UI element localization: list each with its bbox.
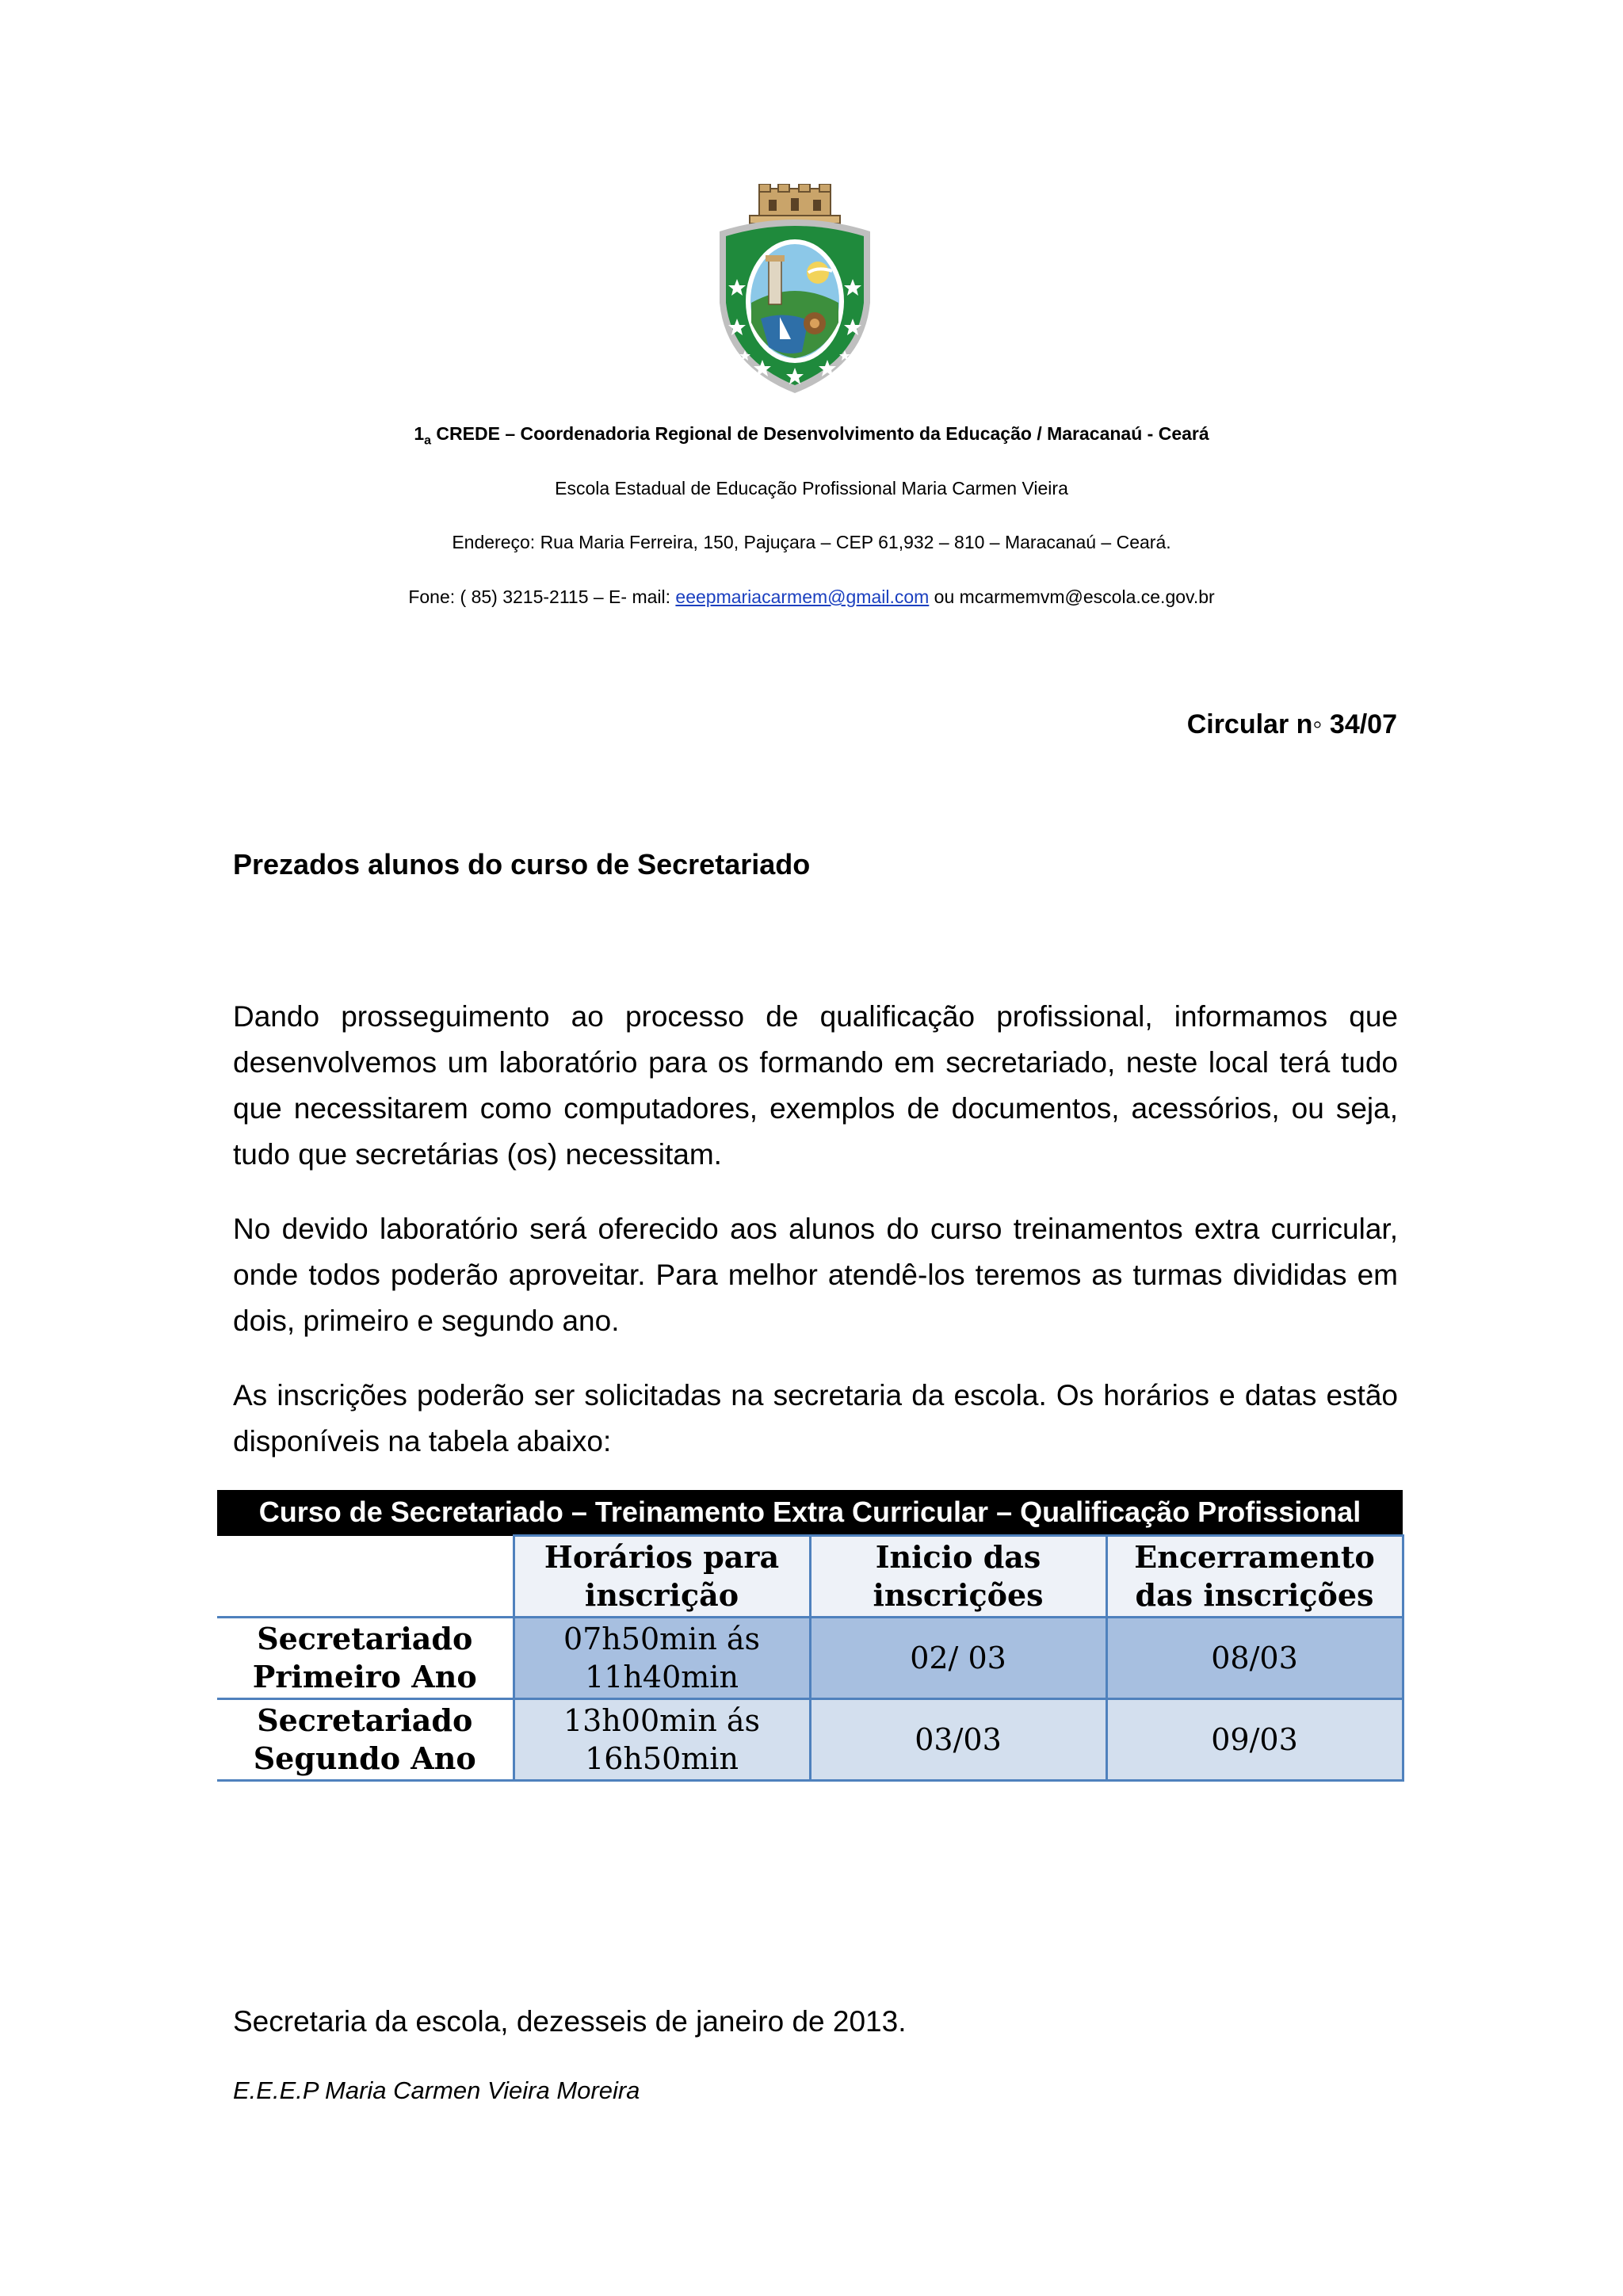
closing-date-line: Secretaria da escola, dezesseis de janeiro de 2013. <box>233 2005 907 2038</box>
circular-number: Circular n◦ 34/07 <box>1186 709 1397 739</box>
email-link[interactable]: eeepmariacarmem@gmail.com <box>675 586 930 607</box>
row-label: Secretariado Primeiro Ano <box>217 1618 514 1699</box>
table-row <box>217 1618 1403 1699</box>
times-cell: 07h50min ás 11h40min <box>514 1618 810 1699</box>
paragraph-3: As inscrições poderão ser solicitadas na secretaria da escola. Os horários e datas estão disponíveis na tabela abaixo: <box>233 1379 1398 1457</box>
header-line-school: Escola Estadual de Educação Profissional Maria Carmen Vieira <box>555 478 1068 499</box>
start-date-cell: 03/03 <box>810 1699 1106 1781</box>
salutation: Prezados alunos do curso de Secretariado <box>233 848 811 881</box>
column-header-end: Encerramento das inscrições <box>1106 1536 1403 1618</box>
header-line-crede: $1_a$ CREDE – Coordenadoria Regional de Desenvolvimento da Educação / Maracanaú - Ceará <box>414 423 1209 448</box>
column-header-start: Inicio das inscrições <box>810 1536 1106 1618</box>
start-date-cell: 02/ 03 <box>810 1618 1106 1699</box>
signature-line: E.E.E.P Maria Carmen Vieira Moreira <box>233 2076 640 2104</box>
table-corner <box>217 1536 514 1618</box>
times-cell: 13h00min ás 16h50min <box>514 1699 810 1781</box>
schedule-table <box>217 1490 1404 1782</box>
header-line-address: Endereço: Rua Maria Ferreira, 150, Pajuçara – CEP 61,932 – 810 – Maracanaú – Ceará. <box>452 532 1171 552</box>
header-line-contact: Fone: ( 85) 3215-2115 – E- mail: eeepmariacarmem@gmail.com ou mcarmemvm@escola.ce.gov.br <box>408 586 1215 607</box>
table-title: Curso de Secretariado – Treinamento Extra Curricular – Qualificação Profissional <box>217 1490 1403 1536</box>
state-coat-of-arms-logo <box>713 184 876 396</box>
row-label: Secretariado Segundo Ano <box>217 1699 514 1781</box>
table-row <box>217 1699 1403 1781</box>
end-date-cell: 08/03 <box>1106 1618 1403 1699</box>
paragraph-2: No devido laboratório será oferecido aos alunos do curso treinamentos extra curricular, onde todos poderão aproveitar. Para melhor atendê-los teremos as turmas divididas em dois, primeiro e segundo ano. <box>233 1213 1398 1337</box>
column-header-times: Horários para inscrição <box>514 1536 810 1618</box>
end-date-cell: 09/03 <box>1106 1699 1403 1781</box>
paragraph-1: Dando prosseguimento ao processo de qualificação profissional, informamos que desenvolvemos um laboratório para os formando em secretariado, neste local terá tudo que necessitarem como computadores, exemplos de documentos, acessórios, ou seja, tudo que secretárias (os) necessitam. <box>233 1000 1398 1171</box>
